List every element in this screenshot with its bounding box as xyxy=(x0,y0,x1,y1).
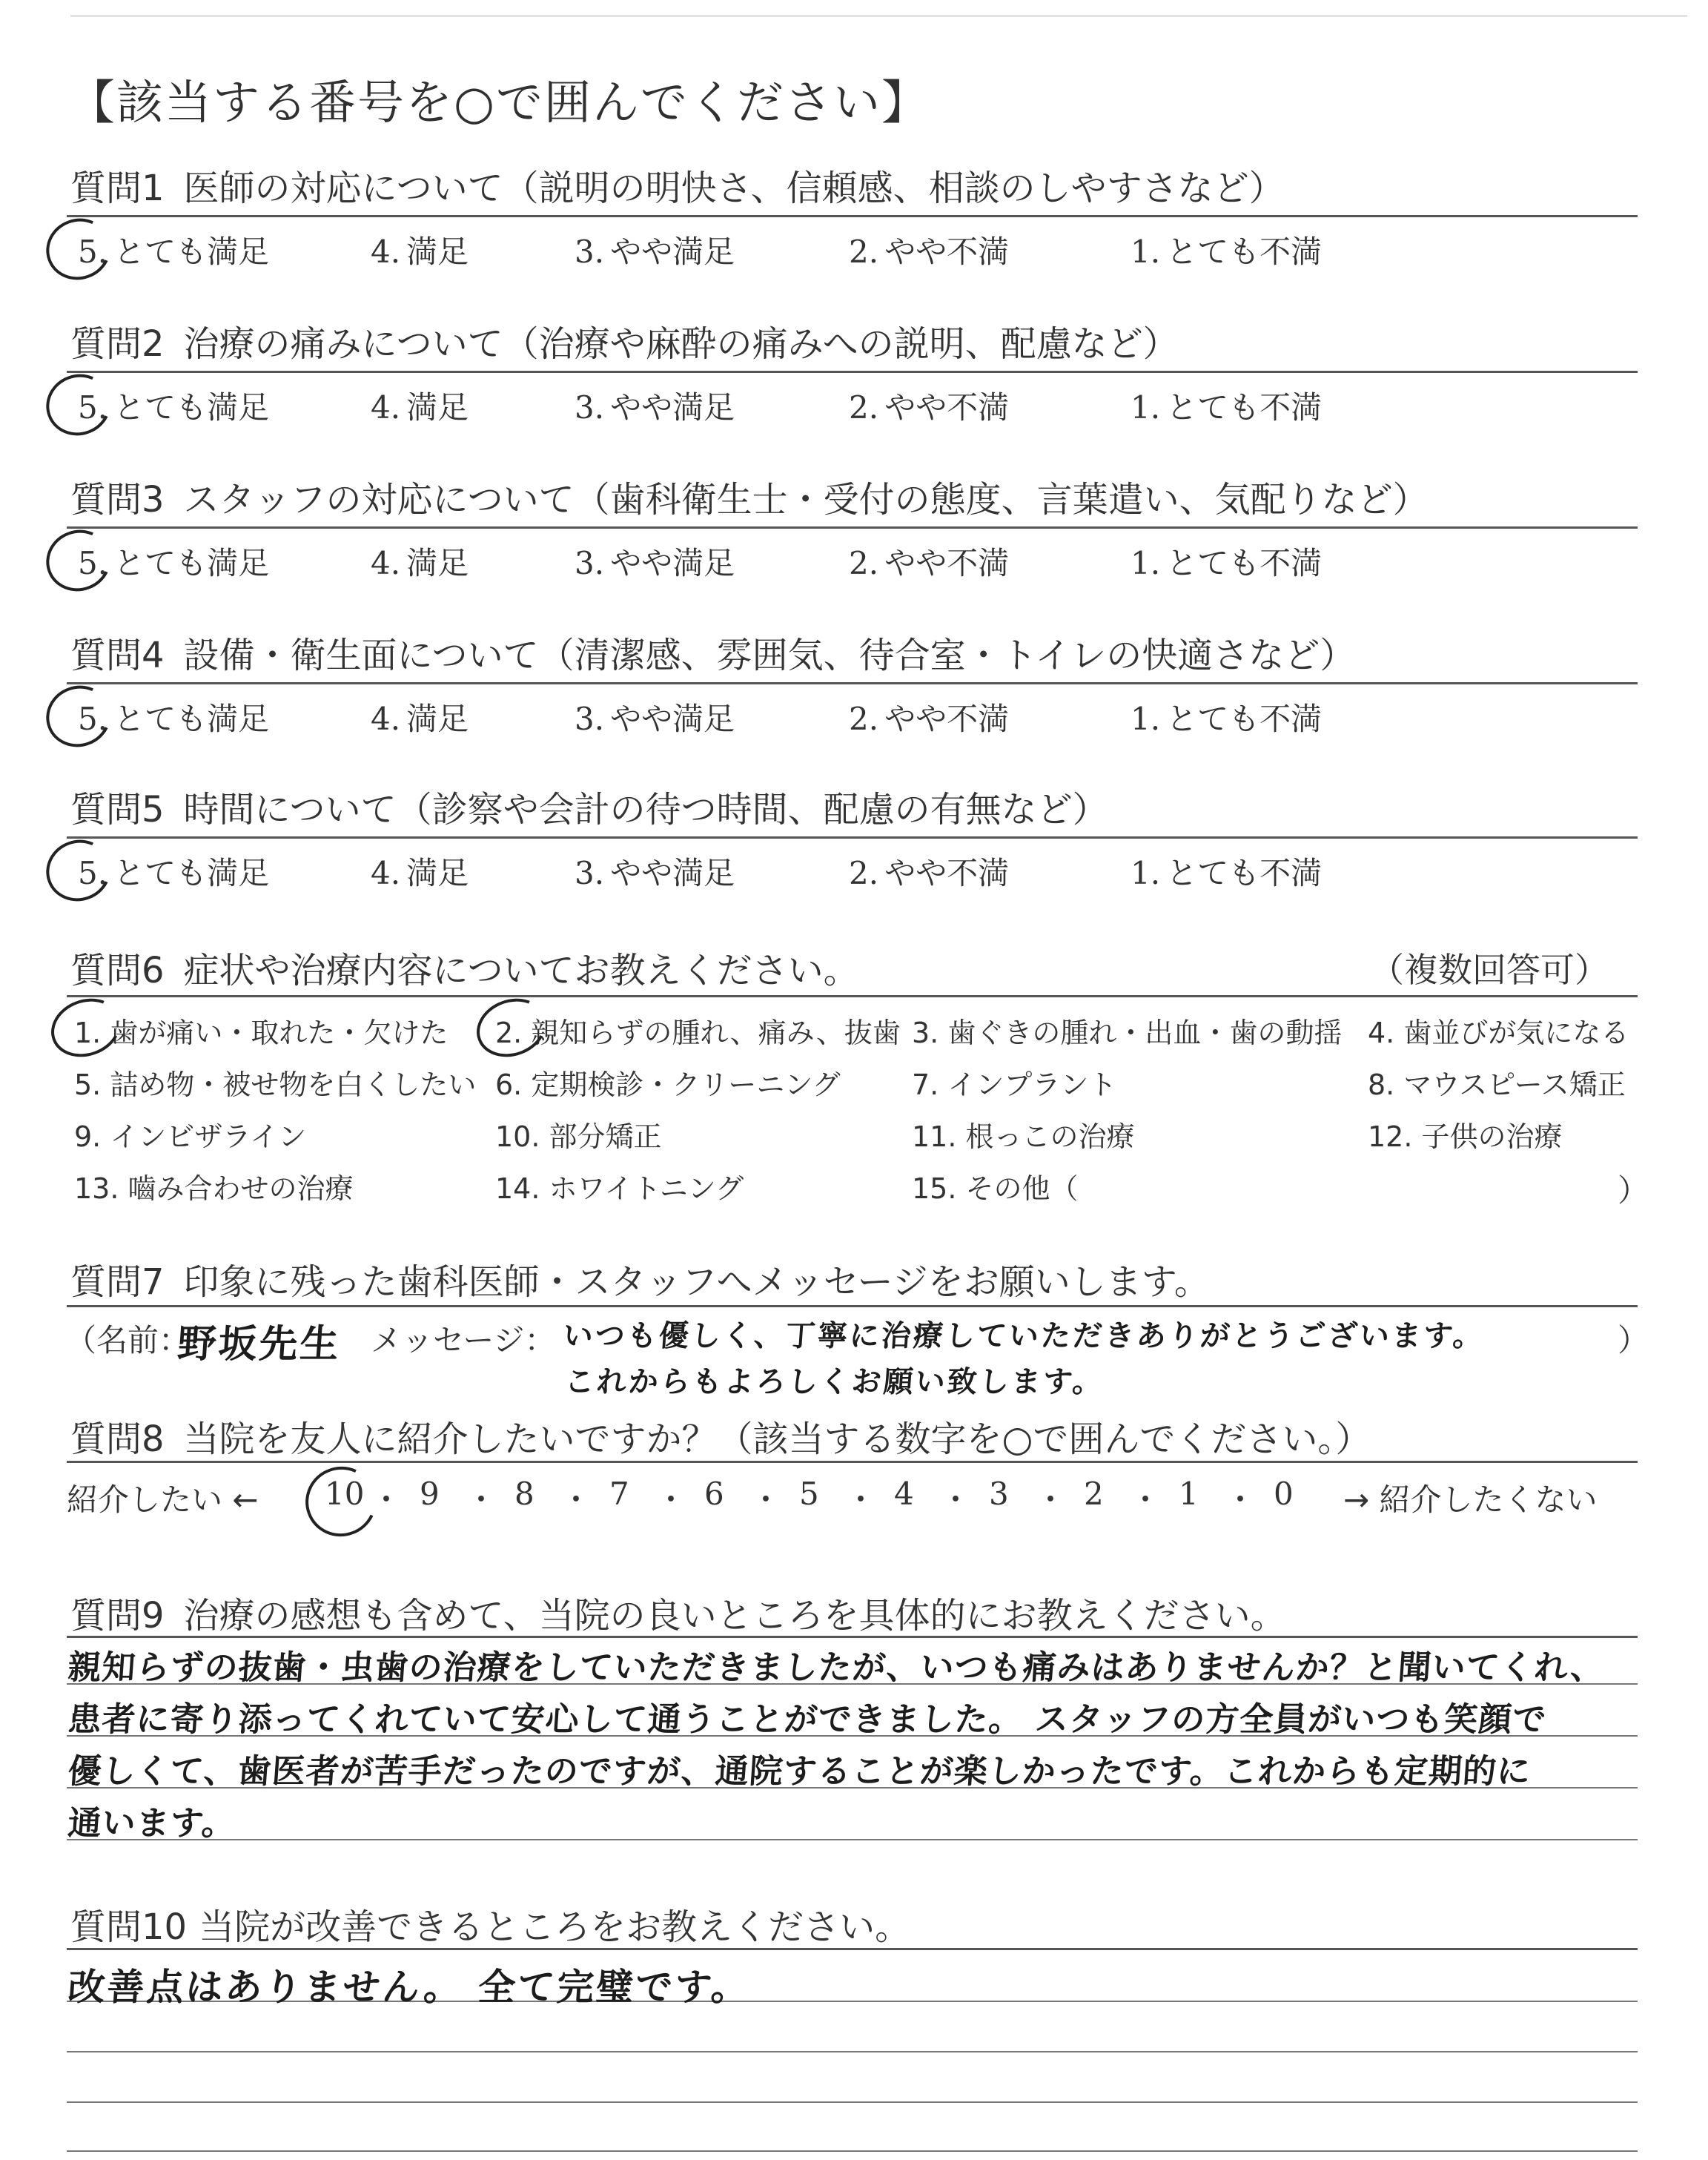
q4-rule xyxy=(67,682,1638,684)
option-number: 5. xyxy=(78,701,108,737)
q6-item-1[interactable]: 1. 歯が痛い・取れた・欠けた xyxy=(74,1017,448,1049)
q2-option-2[interactable] xyxy=(849,383,1009,428)
option-number: 3. xyxy=(575,701,605,737)
option-number: 1. xyxy=(1131,701,1161,737)
q6-item-13[interactable]: 13. 嚙み合わせの治療 xyxy=(74,1172,354,1205)
option-number: 5. xyxy=(78,855,108,891)
option-label: とても不満 xyxy=(1166,545,1323,581)
q8-scale-dot: ・ xyxy=(1130,1482,1162,1518)
q1-rule xyxy=(67,215,1638,217)
q4-option-1[interactable] xyxy=(1131,695,1322,739)
q2-number: 質問2 xyxy=(70,323,165,365)
option-label: やや不満 xyxy=(884,701,1010,737)
q3-option-1[interactable] xyxy=(1131,539,1322,584)
q5-selected-circle xyxy=(38,830,120,910)
q4-option-3[interactable] xyxy=(575,695,735,739)
option-number: 1. xyxy=(1131,855,1161,891)
q6-item-7[interactable]: 7. インプラント xyxy=(912,1069,1117,1101)
option-number: 2. xyxy=(849,234,879,270)
q6-item-10[interactable]: 10. 部分矯正 xyxy=(495,1120,662,1153)
q10-answer-rule xyxy=(67,2150,1638,2152)
q9-text: 治療の感想も含めて、当院の良いところを具体的にお教えください。 xyxy=(183,1595,1286,1636)
q1-option-4[interactable] xyxy=(371,228,469,272)
option-label: やや不満 xyxy=(884,545,1010,581)
option-number: 4. xyxy=(371,545,401,581)
option-number: 2. xyxy=(849,855,879,891)
q8-scale-2[interactable]: 2 xyxy=(1084,1476,1104,1512)
q6-item-8[interactable]: 8. マウスピース矯正 xyxy=(1368,1069,1626,1101)
q4-option-4[interactable] xyxy=(371,695,469,739)
q7-name-handwritten: 野坂先生 xyxy=(176,1322,342,1367)
q7-rule xyxy=(67,1305,1638,1307)
q6-item-11[interactable]: 11. 根っこの治療 xyxy=(912,1120,1135,1153)
q4-text: 設備・衛生面について（清潔感、雰囲気、待合室・トイレの快適さなど） xyxy=(183,635,1356,676)
q6-number: 質問6 xyxy=(70,950,165,991)
q2-title xyxy=(70,315,1179,366)
q8-scale-dot: ・ xyxy=(1035,1482,1067,1518)
q6-multi-note: （複数回答可） xyxy=(1370,950,1609,990)
q2-selected-circle xyxy=(38,365,120,444)
q5-rule xyxy=(67,836,1638,839)
q6-item-15[interactable]: 15. その他（ xyxy=(912,1172,1079,1205)
q8-circle-10 xyxy=(296,1456,386,1546)
q5-number: 質問5 xyxy=(70,789,165,830)
q8-scale-4[interactable]: 4 xyxy=(894,1476,914,1512)
q6-other-close-paren: ） xyxy=(1618,1172,1649,1209)
option-label: やや不満 xyxy=(884,389,1010,426)
option-label: やや満足 xyxy=(610,389,735,426)
q10-title xyxy=(70,1898,910,1949)
q6-circle-1 xyxy=(43,989,129,1066)
q10-text: 当院が改善できるところをお教えください。 xyxy=(199,1906,911,1948)
q9-rule xyxy=(67,1636,1638,1638)
q6-title xyxy=(70,942,859,993)
q6-item-6[interactable]: 6. 定期検診・クリーニング xyxy=(495,1069,841,1101)
q6-item-9[interactable]: 9. インビザライン xyxy=(74,1120,307,1153)
q9-answer-line-4: 通います。 xyxy=(66,1803,237,1843)
q6-circle-2 xyxy=(469,989,555,1066)
q8-scale-dot: ・ xyxy=(560,1482,592,1518)
q6-item-2[interactable]: 2. 親知らずの腫れ、痛み、抜歯 xyxy=(495,1017,901,1049)
option-label: 満足 xyxy=(406,389,469,426)
option-number: 1. xyxy=(1131,389,1161,426)
q8-title xyxy=(70,1410,1371,1462)
q8-scale-dot: ・ xyxy=(371,1482,403,1518)
q6-item-3[interactable]: 3. 歯ぐきの腫れ・出血・歯の動揺 xyxy=(912,1017,1343,1049)
q7-title xyxy=(70,1253,1210,1304)
option-number: 2. xyxy=(849,545,879,581)
option-number: 4. xyxy=(371,701,401,737)
q2-rule xyxy=(67,371,1638,373)
q10-answer-line-1: 改善点はありません。 全て完璧です。 xyxy=(66,1966,752,2009)
q1-option-2[interactable] xyxy=(849,228,1009,272)
q6-item-4[interactable]: 4. 歯並びが気になる xyxy=(1368,1017,1629,1049)
q8-text: 当院を友人に紹介したいですか？（該当する数字を○で囲んでください。） xyxy=(183,1418,1371,1460)
q8-left-label: 紹介したい ← xyxy=(67,1482,259,1518)
option-label: やや満足 xyxy=(610,234,735,270)
q8-scale-0[interactable]: 0 xyxy=(1274,1476,1294,1512)
q6-text: 症状や治療内容についてお教えください。 xyxy=(183,950,859,991)
q3-option-3[interactable] xyxy=(575,539,735,584)
q7-message-label: メッセージ： xyxy=(371,1322,556,1358)
q4-selected-circle xyxy=(38,676,120,756)
q8-scale-6[interactable]: 6 xyxy=(704,1476,724,1512)
q8-rule xyxy=(67,1461,1638,1463)
q9-answer-line-3: 優しくて、歯医者が苦手だったのですが、通院することが楽しかったです。これからも定期的に xyxy=(66,1751,1533,1791)
q8-scale-dot: ・ xyxy=(940,1482,972,1518)
q1-option-1[interactable] xyxy=(1131,228,1322,272)
q8-scale-3[interactable]: 3 xyxy=(989,1476,1009,1512)
q8-scale-dot: ・ xyxy=(750,1482,782,1518)
q7-number: 質問7 xyxy=(70,1261,165,1303)
q8-scale-7[interactable]: 7 xyxy=(609,1476,629,1512)
q1-title xyxy=(70,159,1285,211)
q1-selected-circle xyxy=(38,209,120,288)
q8-scale-dot: ・ xyxy=(655,1482,687,1518)
q10-answer-rule xyxy=(67,2101,1638,2103)
option-label: やや不満 xyxy=(884,234,1010,270)
option-number: 3. xyxy=(575,389,605,426)
q2-option-4[interactable] xyxy=(371,383,469,428)
option-label: とても満足 xyxy=(113,701,270,737)
option-label: とても不満 xyxy=(1166,701,1323,737)
q6-rule xyxy=(67,995,1638,997)
option-number: 3. xyxy=(575,234,605,270)
option-number: 2. xyxy=(849,701,879,737)
q8-scale-dot: ・ xyxy=(845,1482,877,1518)
q4-number: 質問4 xyxy=(70,635,165,676)
form-instruction-header: 【該当する番号を○で囲んでください】 xyxy=(68,76,930,130)
q2-option-1[interactable] xyxy=(1131,383,1322,428)
q6-item-5[interactable]: 5. 詰め物・被せ物を白くしたい xyxy=(74,1069,477,1101)
q5-option-3[interactable] xyxy=(575,849,735,894)
q8-scale-dot: ・ xyxy=(466,1482,497,1518)
q7-message-line-2: これからもよろしくお願い致します。 xyxy=(563,1365,1106,1399)
q7-text: 印象に残った歯科医師・スタッフへメッセージをお願いします。 xyxy=(183,1261,1210,1303)
option-label: とても満足 xyxy=(113,545,270,581)
q5-option-1[interactable] xyxy=(1131,849,1322,894)
q6-item-12[interactable]: 12. 子供の治療 xyxy=(1368,1120,1563,1153)
option-label: 満足 xyxy=(406,855,469,891)
q4-option-2[interactable] xyxy=(849,695,1009,739)
q2-text: 治療の痛みについて（治療や麻酔の痛みへの説明、配慮など） xyxy=(183,323,1179,365)
option-label: とても満足 xyxy=(113,234,270,270)
q2-option-3[interactable] xyxy=(575,383,735,428)
option-number: 1. xyxy=(1131,545,1161,581)
q8-number: 質問8 xyxy=(70,1418,165,1460)
q9-title xyxy=(70,1587,1286,1638)
q9-answer-line-1: 親知らずの抜歯・虫歯の治療をしていただきましたが、いつも痛みはありませんか？と聞いてくれ、 xyxy=(66,1648,1606,1687)
q7-name-label: （名前： xyxy=(65,1322,191,1358)
option-label: とても不満 xyxy=(1166,855,1323,891)
q6-item-14[interactable]: 14. ホワイトニング xyxy=(495,1172,744,1205)
option-number: 3. xyxy=(575,545,605,581)
q5-option-4[interactable] xyxy=(371,849,469,894)
option-label: 満足 xyxy=(406,545,469,581)
q8-scale-8[interactable]: 8 xyxy=(514,1476,534,1512)
q5-option-2[interactable] xyxy=(849,849,1009,894)
option-label: とても満足 xyxy=(113,855,270,891)
option-label: やや満足 xyxy=(610,545,735,581)
q1-option-3[interactable] xyxy=(575,228,735,272)
option-label: とても不満 xyxy=(1166,389,1323,426)
q3-selected-circle xyxy=(38,521,120,600)
option-label: やや満足 xyxy=(610,701,735,737)
q5-text: 時間について（診察や会計の待つ時間、配慮の有無など） xyxy=(183,789,1108,830)
q10-answer-rule xyxy=(67,2051,1638,2052)
q3-rule xyxy=(67,526,1638,529)
q3-option-2[interactable] xyxy=(849,539,1009,584)
q3-option-4[interactable] xyxy=(371,539,469,584)
q10-rule xyxy=(67,1948,1638,1950)
q7-close-paren: ） xyxy=(1618,1322,1649,1358)
option-label: やや不満 xyxy=(884,855,1010,891)
option-number: 4. xyxy=(371,389,401,426)
q3-title xyxy=(70,471,1429,522)
q8-scale-10[interactable]: 10 xyxy=(325,1476,365,1512)
q9-answer-line-2: 患者に寄り添ってくれていて安心して通うことができました。 スタッフの方全員がいつも笑顔で xyxy=(66,1700,1549,1739)
q3-text: スタッフの対応について（歯科衛生士・受付の態度、言葉遣い、気配りなど） xyxy=(183,479,1429,521)
q9-number: 質問9 xyxy=(70,1595,165,1636)
q8-right-label: → 紹介したくない xyxy=(1343,1482,1598,1518)
q8-scale-1[interactable]: 1 xyxy=(1179,1476,1199,1512)
option-number: 2. xyxy=(849,389,879,426)
q1-text: 医師の対応について（説明の明快さ、信頼感、相談のしやすさなど） xyxy=(183,168,1285,209)
top-border xyxy=(70,15,1687,17)
option-number: 3. xyxy=(575,855,605,891)
option-number: 5. xyxy=(78,545,108,581)
option-number: 4. xyxy=(371,855,401,891)
q5-title xyxy=(70,781,1108,832)
option-label: とても満足 xyxy=(113,389,270,426)
q7-message-line-1: いつも優しく、丁寧に治療していただきありがとうございます。 xyxy=(562,1319,1486,1353)
q1-number: 質問1 xyxy=(70,168,165,209)
q10-number: 質問10 xyxy=(70,1906,188,1948)
option-label: 満足 xyxy=(406,234,469,270)
option-label: やや満足 xyxy=(610,855,735,891)
option-number: 5. xyxy=(78,389,108,426)
option-number: 4. xyxy=(371,234,401,270)
option-label: とても不満 xyxy=(1166,234,1323,270)
q4-title xyxy=(70,627,1355,678)
q3-number: 質問3 xyxy=(70,479,165,521)
q8-scale-5[interactable]: 5 xyxy=(799,1476,819,1512)
option-label: 満足 xyxy=(406,701,469,737)
q8-scale-9[interactable]: 9 xyxy=(420,1476,440,1512)
option-number: 5. xyxy=(78,234,108,270)
option-number: 1. xyxy=(1131,234,1161,270)
q9-answer-rule xyxy=(67,1839,1638,1840)
q8-scale-dot: ・ xyxy=(1225,1482,1257,1518)
